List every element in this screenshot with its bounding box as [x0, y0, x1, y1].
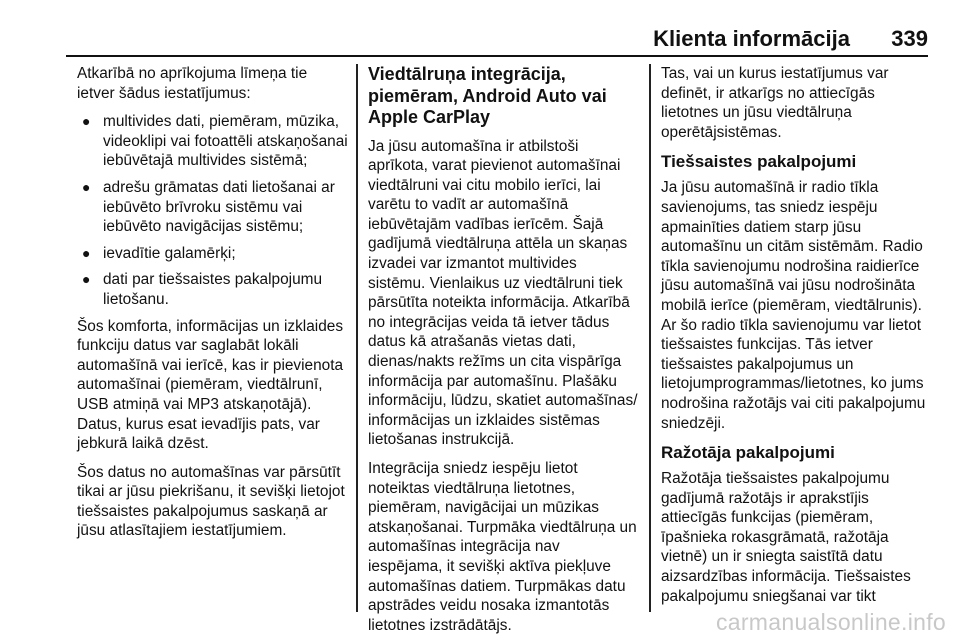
list-item-text: dati par tiešsaistes pakalpojumu lietošanu.	[103, 271, 323, 308]
storage-paragraph: Šos komforta, informācijas un izklaides funkciju datus var saglabāt lokāli automašīnā vai ierīcē, kas ir pievienota automašīnai (piemēram, viedtālrunī, USB atmiņā vai MP3 atskaņotājā). Datus, kurus esat ievadījis pats, var jebkurā laikā dzēst.	[77, 317, 344, 453]
bullet-icon: ●	[82, 178, 91, 195]
manufacturer-services-heading: Ražotāja pakalpojumi	[661, 443, 835, 463]
bullet-icon: ●	[82, 271, 91, 288]
list-item-text: ievadītie galamērķi;	[103, 244, 236, 262]
smartphone-integration-heading: Viedtālruņa integrācija, piemēram, Android Auto vai Apple CarPlay	[368, 64, 607, 127]
list-item	[77, 112, 349, 171]
settings-paragraph: Tas, vai un kurus iestatījumus var definēt, ir atkarīgs no attiecīgās lietotnes un jūsu viedtālruņa operētājsistēmas.	[661, 65, 889, 141]
list-item	[77, 244, 349, 264]
intro-paragraph: Atkarībā no aprīkojuma līmeņa tie ietver šādus iestatījumus:	[77, 65, 308, 102]
header-rule	[66, 55, 928, 57]
integration-paragraph-2: Integrācija sniedz iespēju lietot noteiktas viedtālruņa lietotnes, piemēram, navigācijai un mūzikas atskaņošanai. Turpmāka viedtālruņa un automašīnas integrācija nav iespējama, it sevišķi aktīva piekļuve automašīnas datiem. Turpmākas datu apstrādes veidu nosaka izmantotās lietotnes izstrādātājs.	[368, 460, 637, 634]
column-1	[77, 64, 349, 550]
transfer-paragraph: Šos datus no automašīnas var pārsūtīt tikai ar jūsu piekrišanu, it sevišķi lietojot tiešsaistes pakalpojumus saskaņā ar jūsu atlasītajiem iestatījumiem.	[77, 463, 345, 540]
list-item	[77, 178, 349, 237]
list-item-text: multivides dati, piemēram, mūzika, videoklipi vai fotoattēli atskaņošanai iebūvētajā multivides sistēmā;	[103, 113, 348, 170]
list-item-text: adrešu grāmatas dati lietošanai ar iebūvēto brīvroku sistēmu vai iebūvēto navigācijas sistēmu;	[103, 178, 335, 236]
settings-list	[77, 112, 349, 309]
column-divider-1	[356, 64, 358, 612]
page-header	[0, 0, 960, 56]
watermark-text: carmanualsonline.info	[715, 609, 946, 635]
column-2	[368, 64, 638, 644]
online-services-paragraph: Ja jūsu automašīnā ir radio tīkla savienojums, tas sniedz iespēju apmainīties datiem starp jūsu automašīnu un citām sistēmām. Radio tīkla savienojumu nodrošina raidierīce jūsu automašīnā vai jūsu nodrošināta mobilā ierīce (piemēram, viedtālrunis). Ar šo radio tīkla savienojumu var lietot tiešsaistes funkcijas. Tās ietver tiešsaistes pakalpojumus un lietojumprogrammas/lietotnes, ko jums nodrošina ražotājs vai citi pakalpojumu sniedzēji.	[661, 179, 926, 432]
column-divider-2	[649, 64, 651, 612]
page-title: Klienta informācija	[653, 26, 850, 51]
column-3	[661, 64, 933, 615]
online-services-heading: Tiešsaistes pakalpojumi	[661, 152, 857, 172]
integration-paragraph-1: Ja jūsu automašīna ir atbilstoši aprīkota, varat pievienot automašīnai viedtālruni vai citu mobilo ierīci, lai varētu to vadīt ar automašīnā iebūvētajām vadības ierīcēm. Šajā gadījumā viedtālruņa attēla un skaņas izvadei var izmantot multivides sistēmu. Vienlaikus uz viedtālruni tiek pārsūtīta noteikta informācija. Atkarībā no integrācijas veida tā ietver tādus datus kā atrašanās vietas dati, dienas/nakts režīms un cita vispārīga informācija par automašīnu. Plašāku informāciju, lūdzu, skatiet automašīnas/ informācijas un izklaides sistēmas lietošanas instrukcijā.	[368, 137, 638, 449]
list-item	[77, 270, 349, 309]
manufacturer-services-paragraph: Ražotāja tiešsaistes pakalpojumu gadījumā ražotājs ir aprakstījis attiecīgās funkcijas (piemēram, īpašnieka rokasgrāmatā, ražotāja vietnē) un ir sniegta saistītā datu aizsardzības informācija. Tiešsaistes pakalpojumu sniegšanai var tikt	[661, 470, 911, 605]
bullet-icon: ●	[82, 244, 91, 261]
bullet-icon: ●	[82, 113, 91, 130]
page-number: 339	[891, 26, 928, 51]
